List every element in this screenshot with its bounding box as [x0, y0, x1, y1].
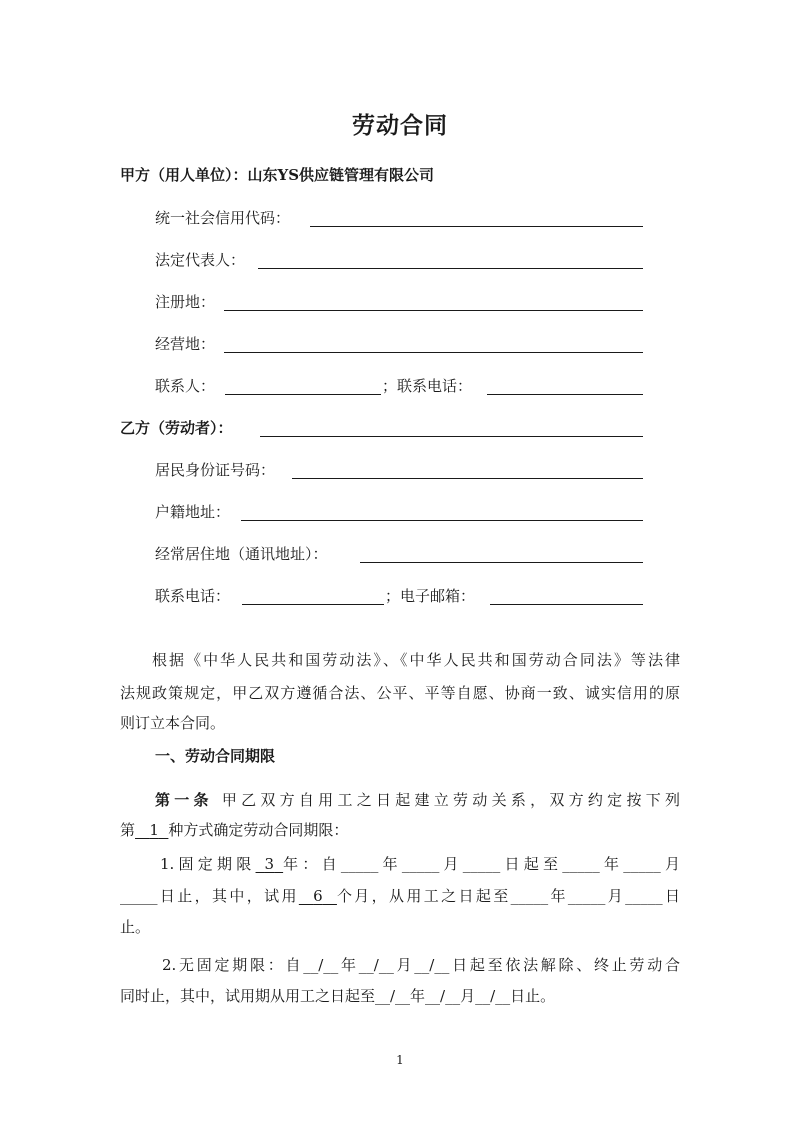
party-b-heading: 乙方（劳动者）： [120, 419, 233, 437]
party-b-name-field[interactable] [260, 436, 643, 437]
open-term-line-2: 同时止，其中，试用期从用工之日起至__/__年__/__月__/__日止。 [120, 987, 556, 1005]
party-a-company: 山东YS供应链管理有限公司 [247, 166, 435, 184]
reg-address-field[interactable] [224, 310, 643, 311]
party-a-heading: 甲方（用人单位）： [120, 166, 248, 184]
article-1-text: 甲乙双方自用工之日起建立劳动关系，双方约定按下列 [212, 791, 680, 809]
biz-address-field[interactable] [224, 352, 643, 353]
fixed-term-line-1 [160, 854, 680, 874]
preamble-line-2: 法规政策规定，甲乙双方遵循合法、公平、平等自愿、协商一致、诚实信用的原 [120, 684, 680, 702]
household-label: 户籍地址： [155, 503, 231, 521]
credit-code-label: 统一社会信用代码： [155, 209, 291, 227]
open-term-line-1: 2.无固定期限：自__/__年__/__月__/__日起至依法解除、终止劳动合 [162, 956, 680, 974]
page-title: 劳动合同 [352, 112, 448, 139]
probation-months-value [299, 887, 337, 905]
biz-address-label: 经营地： [155, 335, 216, 353]
party-b-phone-label: 联系电话： [155, 587, 231, 605]
page-number: 1 [396, 1053, 404, 1067]
contact-label: 联系人： [155, 377, 216, 395]
id-number-label: 居民身份证号码： [155, 461, 276, 479]
legal-rep-label: 法定代表人： [155, 251, 246, 269]
article-1-line-2 [120, 820, 348, 840]
residence-label: 经常居住地（通讯地址）： [155, 545, 328, 563]
residence-field[interactable] [360, 562, 643, 563]
household-field[interactable] [241, 520, 643, 521]
preamble-line-1: 根据《中华人民共和国劳动法》、《中华人民共和国劳动合同法》等法律 [152, 651, 680, 669]
contact-field[interactable] [225, 394, 381, 395]
term-option-value [135, 821, 168, 839]
party-a-line [120, 165, 434, 185]
term-option-number: 1 [149, 821, 159, 839]
credit-code-field[interactable] [310, 226, 643, 227]
fixed-term-line-3: 止。 [120, 918, 151, 936]
email-field[interactable] [490, 604, 643, 605]
probation-prefix: _____日止，其中，试用 [120, 887, 299, 905]
party-b-phone-field[interactable] [242, 604, 384, 605]
email-label: ；电子邮箱： [385, 587, 476, 605]
section-1-heading: 一、劳动合同期限 [155, 747, 276, 765]
id-number-field[interactable] [292, 478, 643, 479]
fixed-years-number: 3 [264, 855, 275, 873]
fixed-years-value [256, 855, 284, 873]
article-1-suffix: 种方式确定劳动合同期限： [168, 821, 349, 839]
article-1-label: 第一条 [155, 791, 213, 809]
article-1-prefix: 第 [120, 821, 136, 839]
party-a-phone-label: ；联系电话： [382, 377, 473, 395]
legal-rep-field[interactable] [258, 268, 643, 269]
fixed-term-label: 1.固定期限 [160, 855, 256, 873]
probation-months-number: 6 [313, 887, 323, 905]
probation-suffix: 个月，从用工之日起至_____年_____月_____日 [336, 887, 680, 905]
fixed-term-line-2 [120, 886, 680, 906]
fixed-term-dates: 年：自_____年_____月_____日起至_____年_____月 [283, 855, 680, 873]
preamble-line-3: 则订立本合同。 [120, 714, 226, 732]
party-a-phone-field[interactable] [487, 394, 643, 395]
reg-address-label: 注册地： [155, 293, 216, 311]
article-1-line-1 [155, 790, 680, 810]
